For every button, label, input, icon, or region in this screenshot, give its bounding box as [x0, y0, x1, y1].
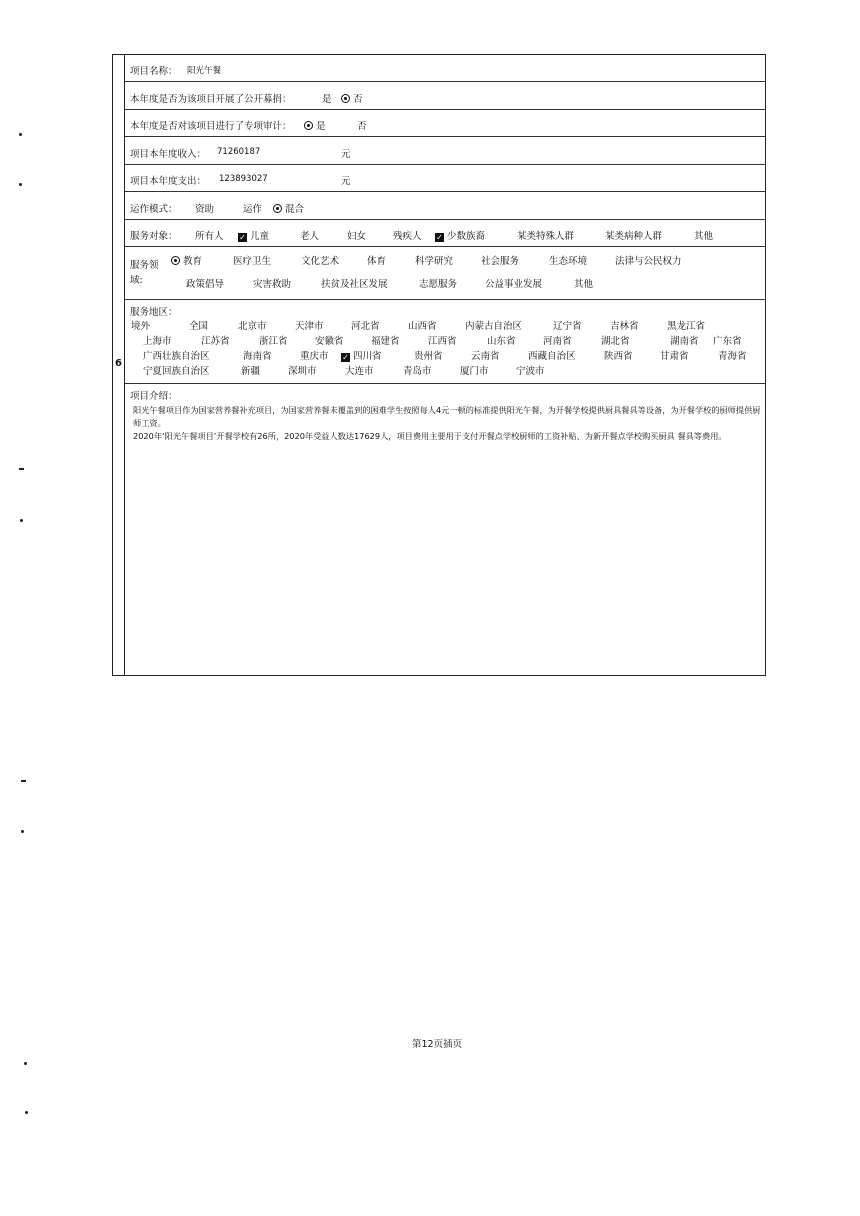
region-option[interactable]: 甘肃省: [660, 351, 689, 362]
radio-selected-icon: [341, 94, 350, 103]
region-option[interactable]: 北京市: [238, 321, 267, 332]
mode-option-label: 资助: [195, 204, 215, 215]
checkbox-checked-icon: ✓: [239, 233, 246, 242]
special-audit-label: 本年度是否对该项目进行了专项审计：: [130, 121, 292, 132]
region-option[interactable]: 安徽省: [315, 336, 344, 347]
region-option[interactable]: 海南省: [243, 351, 272, 362]
target-option-checked[interactable]: [435, 228, 485, 242]
scan-mark: [19, 183, 22, 186]
checkbox-checked-icon: ✓: [342, 353, 349, 362]
introduction-text: [133, 404, 767, 443]
target-option-label: 少数族裔: [447, 231, 486, 242]
region-option[interactable]: 青岛市: [403, 366, 432, 377]
region-option[interactable]: 深圳市: [288, 366, 317, 377]
expense-row: [125, 165, 765, 192]
audit-no-label: 否: [357, 121, 367, 132]
region-option[interactable]: 山东省: [487, 336, 516, 347]
expense-value: 123893027: [219, 174, 268, 184]
region-option[interactable]: 湖北省: [601, 336, 630, 347]
region-option[interactable]: 广西壮族自治区: [143, 351, 210, 362]
field-option[interactable]: 志愿服务: [419, 279, 458, 290]
fundraising-no-option[interactable]: [341, 91, 363, 105]
service-fields-label-cont: 域:: [130, 275, 143, 286]
field-option-label: 教育: [183, 256, 203, 267]
region-option[interactable]: 陕西省: [604, 351, 633, 362]
region-option[interactable]: 上海市: [143, 336, 172, 347]
mode-option-mixed[interactable]: [273, 201, 304, 215]
region-option[interactable]: 辽宁省: [553, 321, 582, 332]
mode-option-operation[interactable]: [243, 201, 262, 215]
region-option-label: 四川省: [353, 351, 382, 362]
introduction-section: [125, 384, 765, 675]
radio-selected-icon: [171, 256, 180, 265]
mode-option-label: 混合: [285, 204, 305, 215]
region-option[interactable]: 福建省: [371, 336, 400, 347]
fundraising-no-label: 否: [353, 94, 363, 105]
fundraising-yes-label: 是: [322, 94, 332, 105]
public-fundraising-label: 本年度是否为该项目开展了公开募捐：: [130, 94, 292, 105]
field-option-selected[interactable]: [171, 253, 202, 267]
region-option[interactable]: 河南省: [543, 336, 572, 347]
introduction-label: 项目介绍：: [130, 391, 178, 402]
field-option[interactable]: 医疗卫生: [233, 256, 272, 267]
scan-mark: [21, 830, 24, 833]
scan-mark: [20, 519, 23, 522]
mode-option-label: 运作: [243, 204, 263, 215]
scan-mark: [21, 780, 26, 782]
field-option[interactable]: 文化艺术: [301, 256, 340, 267]
operation-mode-row: [125, 192, 765, 220]
region-option[interactable]: 内蒙古自治区: [465, 321, 523, 332]
field-option[interactable]: 扶贫及社区发展: [321, 279, 388, 290]
audit-yes-label: 是: [316, 121, 326, 132]
project-name-row: [125, 55, 765, 82]
scan-mark: [19, 133, 22, 136]
region-option[interactable]: 广东省: [713, 336, 742, 347]
region-option[interactable]: 宁波市: [516, 366, 545, 377]
scan-mark: [24, 1062, 27, 1065]
field-option[interactable]: 社会服务: [481, 256, 520, 267]
service-regions-row: [125, 300, 765, 384]
income-label: 项目本年度收入：: [130, 149, 207, 160]
field-option[interactable]: 灾害救助: [253, 279, 292, 290]
checkbox-checked-icon: ✓: [436, 233, 443, 242]
region-option[interactable]: 西藏自治区: [528, 351, 576, 362]
region-option[interactable]: 宁夏回族自治区: [143, 366, 210, 377]
region-option[interactable]: 全国: [189, 321, 209, 332]
row-number: 6: [115, 358, 122, 369]
expense-label: 项目本年度支出：: [130, 176, 207, 187]
region-option[interactable]: 贵州省: [414, 351, 443, 362]
service-regions-label: 服务地区：: [130, 307, 178, 318]
public-fundraising-row: [125, 82, 765, 110]
operation-mode-label: 运作模式：: [130, 204, 178, 215]
target-option[interactable]: 妇女: [347, 231, 367, 242]
target-option-label: 儿童: [250, 231, 270, 242]
scan-mark: [25, 1111, 28, 1114]
field-option[interactable]: 体育: [367, 256, 387, 267]
region-option-checked[interactable]: [341, 348, 382, 362]
special-audit-row: [125, 110, 765, 137]
target-option[interactable]: 残疾人: [393, 231, 422, 242]
audit-no-option[interactable]: [357, 118, 367, 132]
service-targets-row: [125, 220, 765, 247]
target-option[interactable]: 所有人: [195, 231, 224, 242]
region-option[interactable]: 河北省: [351, 321, 380, 332]
field-option[interactable]: 政策倡导: [186, 279, 225, 290]
region-option[interactable]: 浙江省: [259, 336, 288, 347]
project-name-label: 项目名称：: [130, 66, 178, 77]
field-option[interactable]: 其他: [574, 279, 594, 290]
region-option[interactable]: 新疆: [241, 366, 261, 377]
project-name-value: 阳光午餐: [187, 66, 222, 76]
audit-yes-option[interactable]: [304, 118, 326, 132]
region-option[interactable]: 江西省: [428, 336, 457, 347]
region-option[interactable]: 云南省: [471, 351, 500, 362]
field-option[interactable]: 公益事业发展: [485, 279, 543, 290]
field-option[interactable]: 法律与公民权力: [615, 256, 682, 267]
expense-unit: 元: [341, 176, 351, 187]
scan-mark: [19, 468, 24, 470]
field-option[interactable]: 科学研究: [415, 256, 454, 267]
row-number-column: [113, 55, 125, 675]
income-unit: 元: [341, 149, 351, 160]
region-option[interactable]: 天津市: [295, 321, 324, 332]
region-option[interactable]: 黑龙江省: [667, 321, 706, 332]
target-option[interactable]: 某类特殊人群: [517, 231, 575, 242]
target-option-checked[interactable]: [238, 228, 269, 242]
region-option[interactable]: 重庆市: [300, 351, 329, 362]
region-option[interactable]: 湖南省: [670, 336, 699, 347]
radio-selected-icon: [273, 204, 282, 213]
field-option[interactable]: 生态环境: [549, 256, 588, 267]
page-footer: 第12页插页: [412, 1039, 463, 1050]
service-fields-row: [125, 247, 765, 300]
radio-selected-icon: [304, 121, 313, 130]
project-form-table: [112, 54, 766, 676]
region-option[interactable]: 江苏省: [201, 336, 230, 347]
income-row: [125, 137, 765, 165]
service-fields-label: 服务领: [130, 260, 159, 271]
fundraising-yes-option[interactable]: [322, 91, 332, 105]
region-option[interactable]: 山西省: [408, 321, 437, 332]
region-option[interactable]: 厦门市: [460, 366, 489, 377]
introduction-paragraph: 阳光午餐项目作为国家营养餐补充项目，为国家营养餐未覆盖到的困难学生按照每人4元一顿的标准提供阳光午餐，为开餐学校提供厨具餐具等设备，为开餐学校的厨师提供厨师工资。: [133, 405, 761, 428]
service-targets-label: 服务对象：: [130, 231, 178, 242]
income-value: 71260187: [217, 147, 261, 157]
region-option[interactable]: 境外: [131, 321, 151, 332]
introduction-paragraph: 2020年‘阳光午餐项目’开餐学校有26所，2020年受益人数达17629人，项目费用主要用于支付开餐点学校厨师的工资补贴、为新开餐点学校购买厨具 餐具等费用。: [133, 431, 727, 441]
mode-option-funding[interactable]: [195, 201, 214, 215]
region-option[interactable]: 大连市: [345, 366, 374, 377]
target-option[interactable]: 老人: [300, 231, 320, 242]
region-option[interactable]: 吉林省: [610, 321, 639, 332]
region-option[interactable]: 青海省: [718, 351, 747, 362]
target-option[interactable]: 某类病种人群: [605, 231, 663, 242]
target-option[interactable]: 其他: [694, 231, 714, 242]
